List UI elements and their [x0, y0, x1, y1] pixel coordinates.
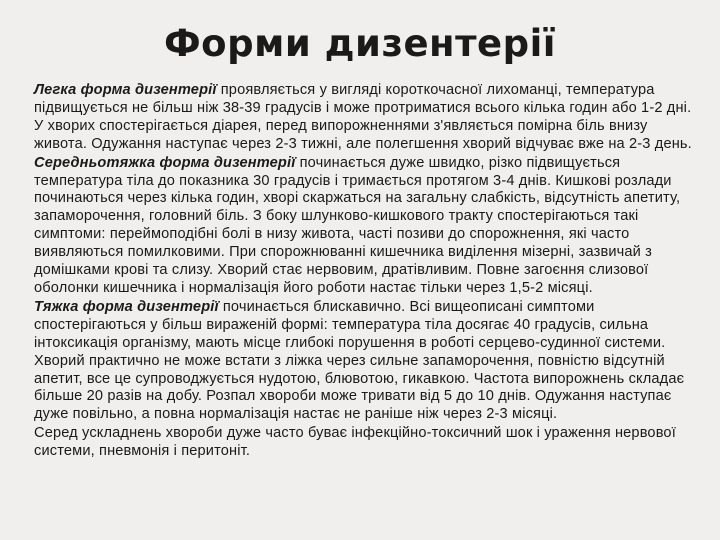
paragraph-complications	[34, 425, 704, 461]
paragraph-lead: Легка форма дизентерії	[34, 82, 217, 98]
paragraph-text: починається блискавично. Всі вищеописані симптоми спостерігаються у більш вираженій формі: температура тіла досягає 40 градусів, сильна інтоксикація організму, мають місце глибокі порушення в роботі серцево-судинної системи. Хворий практично не може встати з ліжка через сильне запаморочення, повністю відсутній апетит, все це супроводжується нудотою, блювотою, гикавкою. Частота випорожнень складає більше 20 разів на добу. Розпал хвороби може тривати від 5 до 10 днів. Одужання наступає дуже повільно, а повна нормалізація настає не раніше ніж через 2-3 місяці.	[34, 298, 685, 423]
paragraph-text: проявляється у вигляді короткочасної лихоманці, температура підвищується не більш ніж 38-39 градусів і може протриматися всього кілька годин або 1-2 дні. У хворих спостерігається діарея, перед випорожненнями з'являється помірна біль внизу живота. Одужання наступає через 2-3 тижні, але полегшення хворий відчуває вже на 2-3 день.	[34, 82, 692, 152]
paragraph-lead: Тяжка форма дизентерії	[34, 298, 219, 315]
paragraph-mild-form	[34, 82, 704, 154]
paragraph-lead: Середньотяжка форма дизентерії	[34, 154, 296, 171]
paragraph-moderate-form	[34, 155, 704, 298]
paragraph-text: починається дуже швидко, різко підвищується температура тіла до показника 30 градусів і тримається протягом 3-4 днів. Кишкові розлади починаються через кілька годин, хворі скаржаться на загальну слабкість, відсутність апетиту, запаморочення, головний біль. З боку шлунково-кишкового тракту спостерігаються такі симптоми: переймоподібні болі в низу живота, часті позиви до спорожнення, які часто виявляються помилковими. При спорожнюванні кишечника виділення мізерні, зазвичай з домішками крові та слизу. Хворий стає нервовим, дратівливим. Повне загоєння слизової оболонки кишечника і нормалізація його роботи настає тільки через 1,5-2 місяці.	[34, 154, 681, 296]
page-title: Форми дизентерії	[163, 22, 556, 65]
body-text	[34, 82, 704, 462]
paragraph-severe-form	[34, 299, 704, 424]
paragraph-text: Серед ускладнень хвороби дуже часто буває інфекційно-токсичний шок і ураження нервової системи, пневмонія і перитоніт.	[34, 425, 676, 460]
